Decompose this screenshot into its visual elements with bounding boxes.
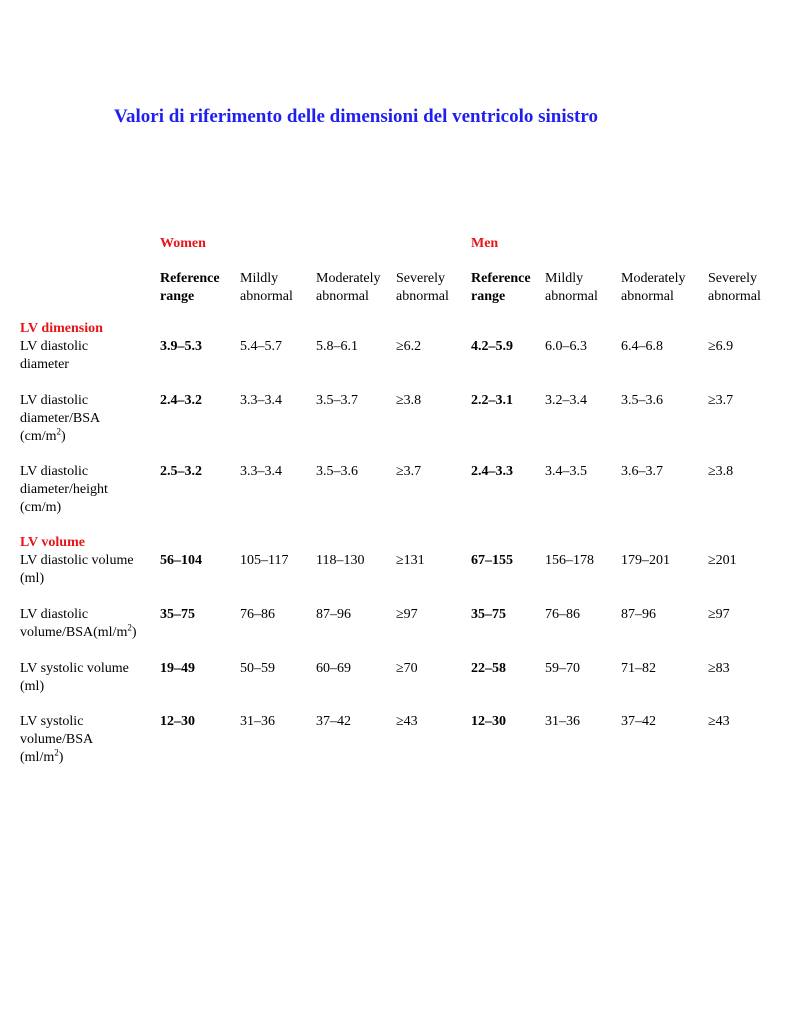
women-moderately-value: 87–96 [316,607,351,622]
row-label: volume/BSA [20,732,94,747]
row-label: (ml) [20,571,45,586]
row-label: LV diastolic volume [20,553,134,568]
row-label-unit-text: (ml/m [20,750,55,765]
men-moderately-value: 3.5–3.6 [621,393,663,408]
row-label: LV systolic [20,714,84,729]
women-mildly-value: 31–36 [240,714,275,729]
women-moderately-value: 3.5–3.7 [316,393,358,408]
col-header-moderately: Moderately [621,271,686,286]
col-header-reference: range [471,289,506,304]
col-header-severely: Severely [396,271,445,286]
women-severely-value: ≥70 [396,661,418,676]
men-mildly-value: 59–70 [545,661,580,676]
section-header-dimension: LV dimension [20,321,103,336]
men-severely-value: ≥97 [708,607,730,622]
col-header-severely: Severely [708,271,757,286]
men-mildly-value: 156–178 [545,553,594,568]
men-severely-value: ≥83 [708,661,730,676]
col-header-severely: abnormal [708,289,761,304]
men-mildly-value: 3.4–3.5 [545,464,587,479]
women-reference-value: 3.9–5.3 [160,339,202,354]
men-severely-value: ≥3.7 [708,393,734,408]
women-moderately-value: 3.5–3.6 [316,464,358,479]
page-title: Valori di riferimento delle dimensioni del ventricolo sinistro [114,106,598,127]
superscript-2: 2 [56,426,62,437]
group-header-men: Men [471,236,499,251]
men-moderately-value: 6.4–6.8 [621,339,663,354]
col-header-reference: Reference [160,271,220,286]
col-header-mildly: Mildly [240,271,279,286]
col-header-severely: abnormal [396,289,449,304]
men-moderately-value: 179–201 [621,553,670,568]
row-label: diameter/height [20,482,108,497]
row-label-unit: $(ml/m^2)$ [20,747,64,765]
superscript-2: 2 [54,747,59,758]
row-label-unit-text: volume/BSA(ml/m [20,625,128,640]
section-header-volume: LV volume [20,535,85,550]
men-severely-value: ≥6.9 [708,339,734,354]
row-label-unit: volume/$BSA(ml/m^2)$ [20,622,137,640]
men-moderately-value: 87–96 [621,607,656,622]
row-label: LV diastolic [20,607,89,622]
women-severely-value: ≥43 [396,714,418,729]
men-reference-value: 67–155 [471,553,513,568]
women-mildly-value: 3.3–3.4 [240,393,282,408]
women-severely-value: ≥97 [396,607,418,622]
women-severely-value: ≥131 [396,553,425,568]
men-mildly-value: 3.2–3.4 [545,393,587,408]
row-label-unit-text: (cm/m [20,429,57,444]
women-mildly-value: 50–59 [240,661,275,676]
men-reference-value: 2.4–3.3 [471,464,513,479]
row-label: diameter/BSA [20,411,101,426]
col-header-mildly: abnormal [545,289,598,304]
col-header-reference: Reference [471,271,531,286]
men-mildly-value: 31–36 [545,714,580,729]
women-moderately-value: 60–69 [316,661,351,676]
superscript-2: 2 [127,622,132,633]
men-reference-value: 12–30 [471,714,506,729]
women-moderately-value: 37–42 [316,714,351,729]
row-label-unit: $(cm/m^2)$ [20,426,66,444]
row-label: LV diastolic [20,464,89,479]
women-mildly-value: 3.3–3.4 [240,464,282,479]
row-label: (ml) [20,679,45,694]
men-reference-value: 4.2–5.9 [471,339,513,354]
col-header-moderately: abnormal [316,289,369,304]
men-severely-value: ≥43 [708,714,730,729]
women-mildly-value: 105–117 [240,553,289,568]
group-header-women: Women [160,236,206,251]
women-severely-value: ≥3.8 [396,393,422,408]
women-severely-value: ≥3.7 [396,464,422,479]
women-reference-value: 2.4–3.2 [160,393,202,408]
row-label: LV diastolic [20,393,89,408]
men-moderately-value: 37–42 [621,714,656,729]
men-reference-value: 35–75 [471,607,506,622]
col-header-moderately: Moderately [316,271,381,286]
row-label: (cm/m) [20,500,62,515]
men-mildly-value: 76–86 [545,607,580,622]
men-moderately-value: 3.6–3.7 [621,464,663,479]
women-severely-value: ≥6.2 [396,339,422,354]
women-moderately-value: 5.8–6.1 [316,339,358,354]
col-header-mildly: Mildly [545,271,584,286]
row-label: LV systolic volume [20,661,129,676]
col-header-mildly: abnormal [240,289,293,304]
men-severely-value: ≥201 [708,553,737,568]
men-mildly-value: 6.0–6.3 [545,339,587,354]
men-moderately-value: 71–82 [621,661,656,676]
row-label: LV diastolic [20,339,89,354]
women-reference-value: 35–75 [160,607,195,622]
women-mildly-value: 5.4–5.7 [240,339,282,354]
women-mildly-value: 76–86 [240,607,275,622]
col-header-moderately: abnormal [621,289,674,304]
women-reference-value: 19–49 [160,661,195,676]
men-severely-value: ≥3.8 [708,464,734,479]
men-reference-value: 22–58 [471,661,506,676]
women-reference-value: 56–104 [160,553,202,568]
row-label: diameter [20,357,69,372]
women-moderately-value: 118–130 [316,553,365,568]
women-reference-value: 2.5–3.2 [160,464,202,479]
men-reference-value: 2.2–3.1 [471,393,513,408]
col-header-reference: range [160,289,195,304]
women-reference-value: 12–30 [160,714,195,729]
